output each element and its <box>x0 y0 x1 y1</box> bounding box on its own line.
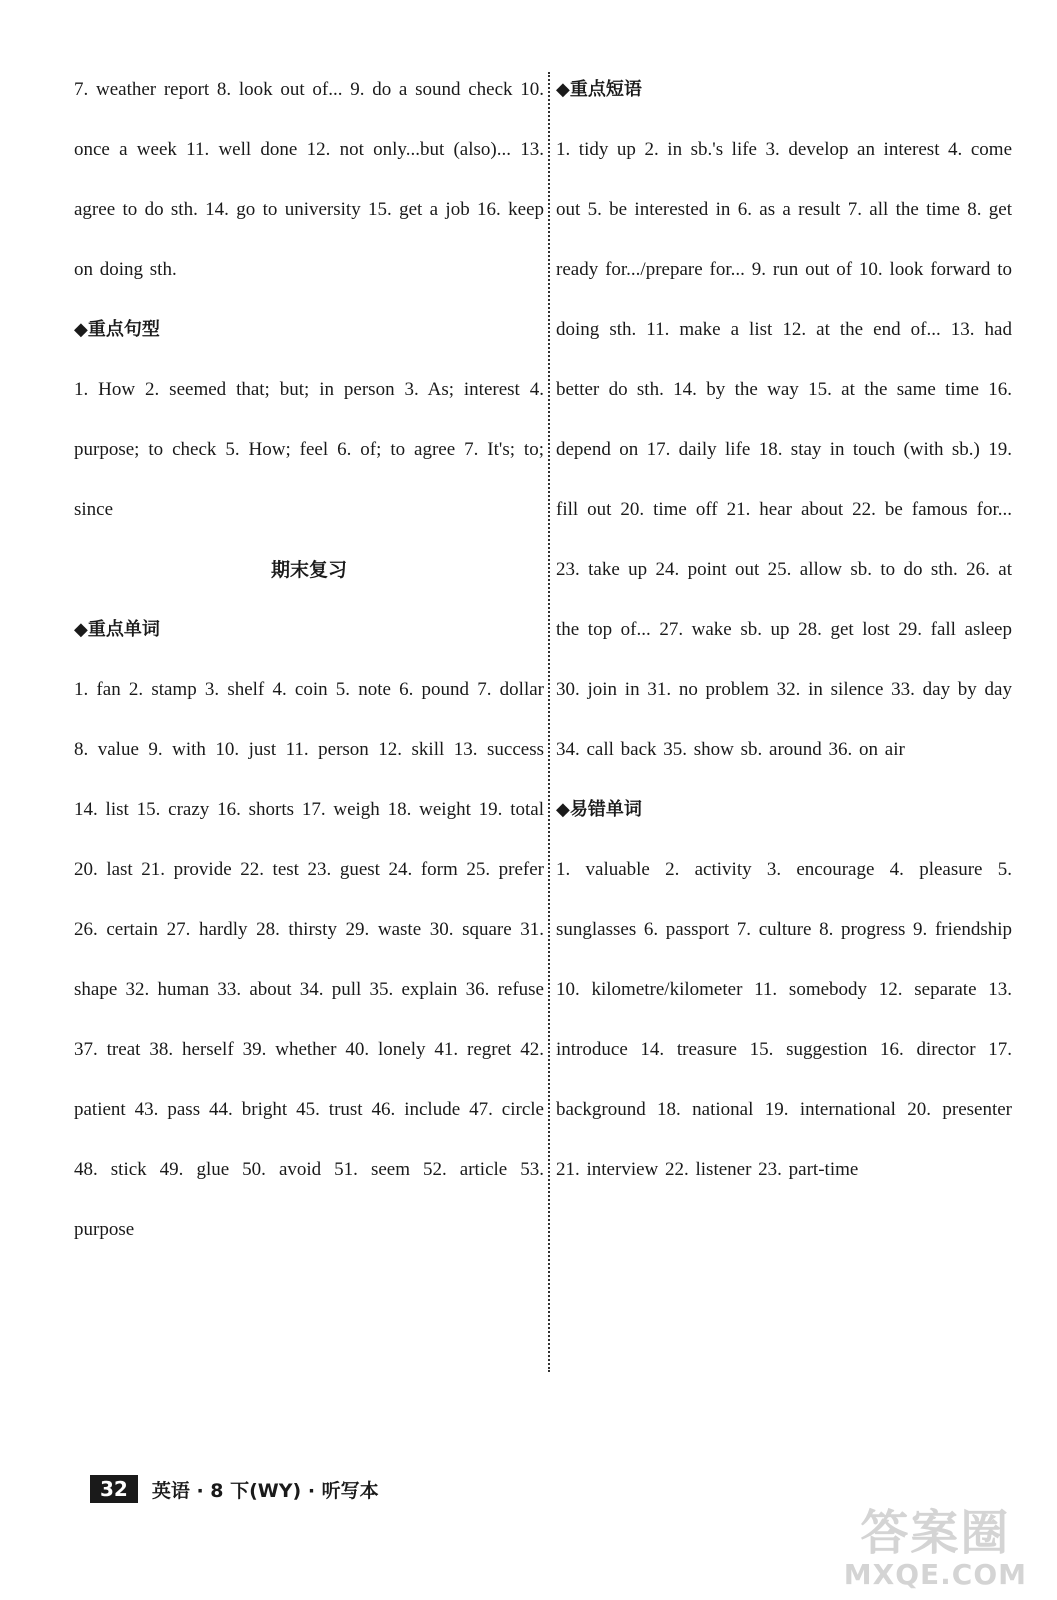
error-prone-words-text: 1. valuable 2. activity 3. encourage 4. pleasure 5. sunglasses 6. passport 7. culture 8. progress 9. friendship 10. kilometre/kilometer 11. somebody 12. separate 13. introduce 14. treasure 15. suggestion 16. director 17. background 18. national 19. international 20. presenter 21. interview 22. listener 23. part-time <box>556 859 1012 1180</box>
watermark-url: MXQE.COM <box>843 1558 1027 1591</box>
book-title: 英语 · 8 下(WY) · 听写本 <box>151 1479 379 1502</box>
page-footer <box>90 1474 379 1504</box>
right-column <box>556 60 1012 1200</box>
watermark <box>844 1506 1027 1590</box>
final-review-title: 期末复习 <box>270 559 347 581</box>
key-words-heading: ◆重点单词 <box>74 619 160 640</box>
key-phrases-heading: ◆重点短语 <box>556 79 642 100</box>
key-sentences-heading: ◆重点句型 <box>74 319 160 340</box>
column-divider <box>548 72 550 1372</box>
left-column <box>74 60 544 1260</box>
phrases-continued-text: 7. weather report 8. look out of... 9. do a sound check 10. once a week 11. well done 12. not only...but (also)... 13. agree to do sth. 14. go to university 15. get a job 16. keep on doing sth. <box>74 79 544 280</box>
page-number: 32 <box>90 1475 138 1503</box>
watermark-logo: 答案圈 <box>860 1505 1011 1561</box>
key-sentences-text: 1. How 2. seemed that; but; in person 3. As; interest 4. purpose; to check 5. How; feel 6. of; to agree 7. It's; to; since <box>74 379 544 520</box>
key-phrases-text: 1. tidy up 2. in sb.'s life 3. develop an interest 4. come out 5. be interested in 6. as a result 7. all the time 8. get ready for.../prepare for... 9. run out of 10. look forward to doing sth. 11. make a list 12. at the end of... 13. had better do sth. 14. by the way 15. at the same time 16. depend on 17. daily life 18. stay in touch (with sb.) 19. fill out 20. time off 21. hear about 22. be famous for... 23. take up 24. point out 25. allow sb. to do sth. 26. at the top of... 27. wake sb. up 28. get lost 29. fall asleep 30. join in 31. no problem 32. in silence 33. day by day 34. call back 35. show sb. around 36. on air <box>556 139 1012 760</box>
error-prone-words-heading: ◆易错单词 <box>556 799 642 820</box>
key-words-text: 1. fan 2. stamp 3. shelf 4. coin 5. note 6. pound 7. dollar 8. value 9. with 10. just 11. person 12. skill 13. success 14. list 15. crazy 16. shorts 17. weigh 18. weight 19. total 20. last 21. provide 22. test 23. guest 24. form 25. prefer 26. certain 27. hardly 28. thirsty 29. waste 30. square 31. shape 32. human 33. about 34. pull 35. explain 36. refuse 37. treat 38. herself 39. whether 40. lonely 41. regret 42. patient 43. pass 44. bright 45. trust 46. include 47. circle 48. stick 49. glue 50. avoid 51. seem 52. article 53. purpose <box>74 679 544 1240</box>
